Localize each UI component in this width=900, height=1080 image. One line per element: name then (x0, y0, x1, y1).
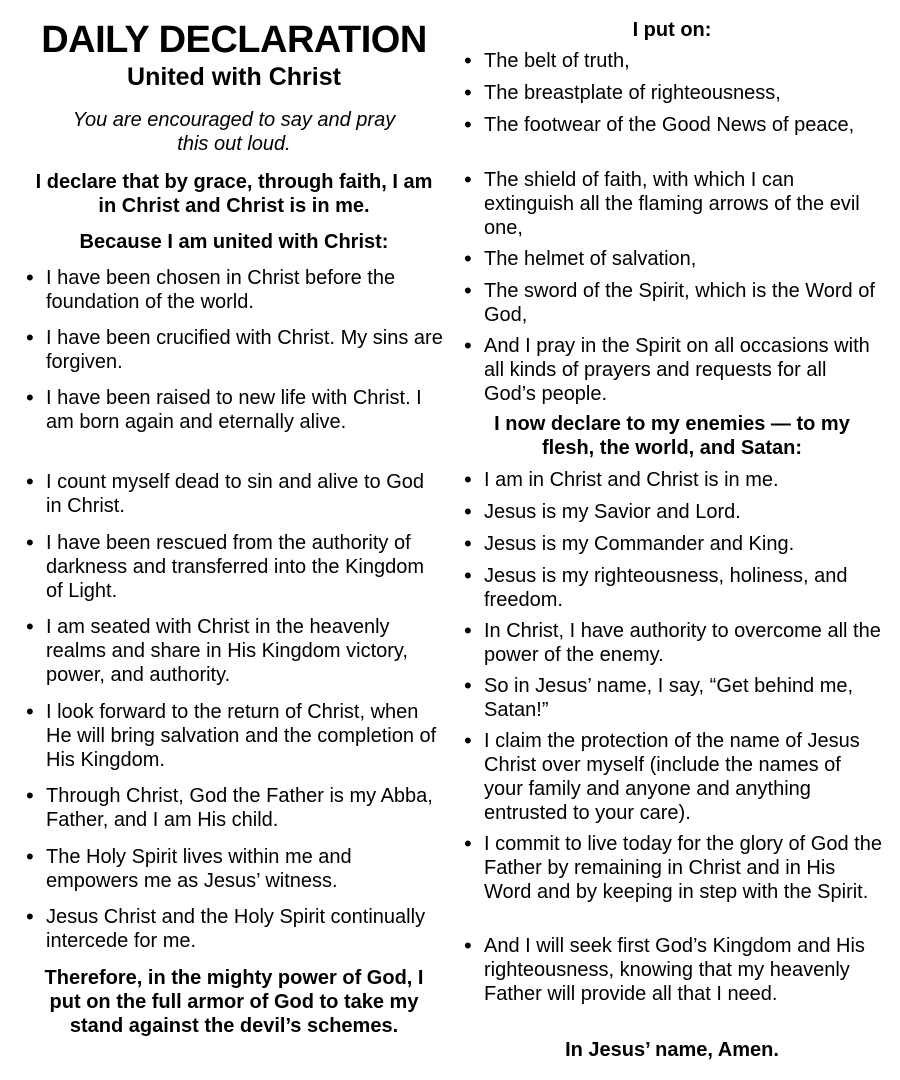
list-item: • The Holy Spirit lives within me and empowers me as Jesus’ witness. (24, 845, 444, 893)
list-item: • I have been chosen in Christ before the foundation of the world. (24, 266, 444, 314)
list-item: • Jesus is my Commander and King. (462, 532, 794, 556)
list-item: • I have been rescued from the authority of darkness and transferred into the Kingdom of Light. (24, 531, 444, 603)
list-item: • So in Jesus’ name, I say, “Get behind me, Satan!” (462, 674, 882, 722)
because-heading: Because I am united with Christ: (79, 231, 389, 253)
page-subtitle: United with Christ (127, 63, 341, 91)
enemies-heading: I now declare to my enemies — to my flesh, the world, and Satan: (494, 413, 850, 459)
list-item: • I am in Christ and Christ is in me. (462, 468, 779, 492)
list-item: • I am seated with Christ in the heavenly realms and share in His Kingdom victory, power, and authority. (24, 615, 444, 687)
list-item: • Jesus is my righteousness, holiness, and freedom. (462, 564, 882, 612)
list-item: • Jesus is my Savior and Lord. (462, 500, 741, 524)
declaration-statement: I declare that by grace, through faith, I am in Christ and Christ is in me. (35, 171, 433, 217)
put-on-heading: I put on: (632, 19, 712, 41)
list-item: • I have been raised to new life with Christ. I am born again and eternally alive. (24, 386, 444, 434)
list-item: • Jesus Christ and the Holy Spirit continually intercede for me. (24, 905, 444, 953)
closing-amen: In Jesus’ name, Amen. (565, 1039, 779, 1061)
list-item: • Through Christ, God the Father is my Abba, Father, and I am His child. (24, 784, 444, 832)
intro-text: You are encouraged to say and pray this out loud. (72, 109, 396, 155)
list-item: • The footwear of the Good News of peace, (462, 113, 882, 137)
list-item: • In Christ, I have authority to overcome all the power of the enemy. (462, 619, 882, 667)
page-title: DAILY DECLARATION (41, 19, 427, 61)
list-item: • And I will seek first God’s Kingdom and His righteousness, knowing that my heavenly Father will provide all that I need. (462, 934, 882, 1006)
list-item: • I count myself dead to sin and alive to God in Christ. (24, 470, 444, 518)
list-item: • I commit to live today for the glory of God the Father by remaining in Christ and in His Word and by keeping in step with the Spirit. (462, 832, 882, 904)
list-item: • I claim the protection of the name of Jesus Christ over myself (include the names of your family and anyone and anything entrusted to your care). (462, 729, 882, 825)
list-item: • The helmet of salvation, (462, 247, 882, 271)
list-item: • I look forward to the return of Christ, when He will bring salvation and the completion of His Kingdom. (24, 700, 444, 772)
list-item: • The breastplate of righteousness, (462, 81, 882, 105)
list-item: • The sword of the Spirit, which is the Word of God, (462, 279, 882, 327)
list-item: • The shield of faith, with which I can extinguish all the flaming arrows of the evil one, (462, 168, 882, 240)
list-item: • I have been crucified with Christ. My sins are forgiven. (24, 326, 444, 374)
list-item: • The belt of truth, (462, 49, 882, 73)
list-item: • And I pray in the Spirit on all occasions with all kinds of prayers and requests for all God’s people. (462, 334, 882, 406)
therefore-statement: Therefore, in the mighty power of God, I put on the full armor of God to take my stand against the devil’s schemes. (44, 967, 424, 1037)
